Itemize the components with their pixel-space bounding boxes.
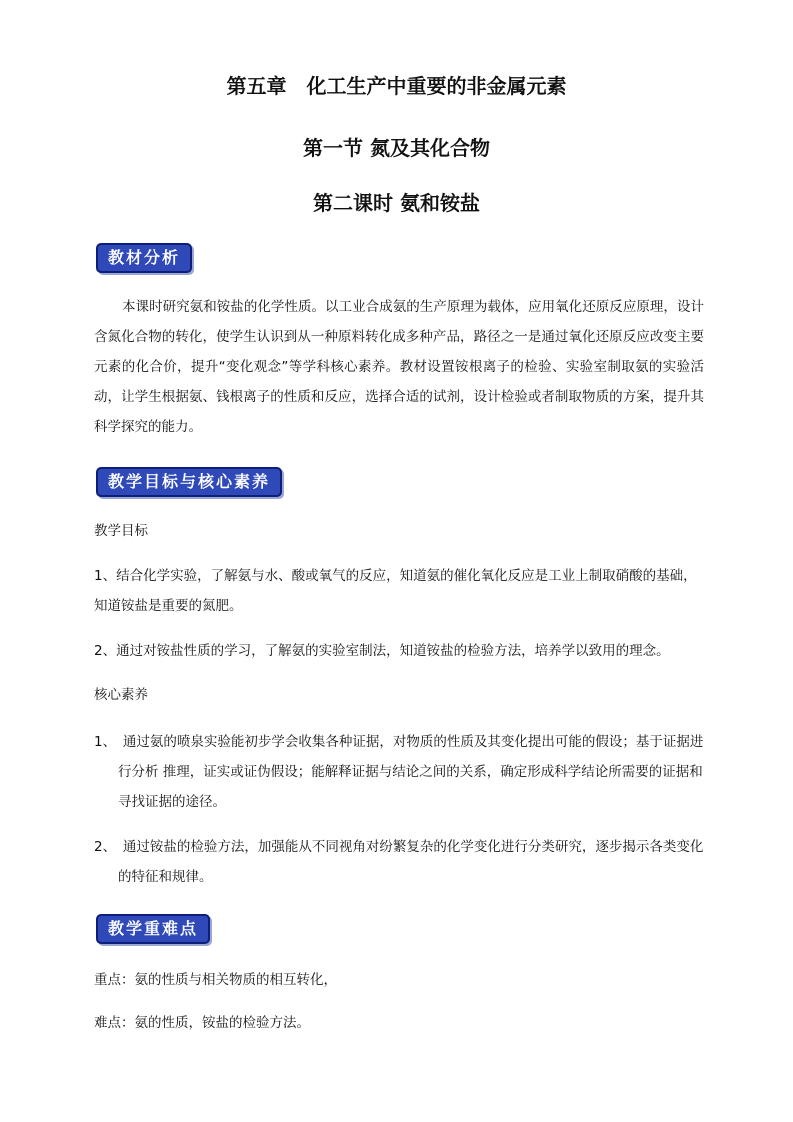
analysis-badge: 教材分析 xyxy=(96,243,192,273)
teaching-goal-item-2: 2、通过对铵盐性质的学习，了解氨的实验室制法，知道铵盐的检验方法，培养学以致用的理念。 xyxy=(94,643,670,659)
section-title: 第一节 氮及其化合物 xyxy=(303,136,490,160)
teaching-goal-item-1: 1、结合化学实验，了解氨与水、酸或氧气的反应，知道氨的催化氧化反应是工业上制取硝酸的基础，知道铵盐是重要的氮肥。 xyxy=(94,568,697,614)
difficulties-badge: 教学重难点 xyxy=(96,914,210,944)
analysis-paragraph: 本课时研究氨和铵盐的化学性质。以工业合成氨的生产原理为载体，应用氧化还原反应原理，设计含氮化合物的转化，使学生认识到从一种原料转化成多种产品，路径之一是通过氧化还原反应改变主要元素的化合价，提升“变化观念”等学科核心素养。教材设置铵根离子的检验、实验室制取氨的实验活动，让学生根据氨、钱根离子的性质和反应，选择合适的试剂，设计检验或者制取物质的方案，提升其科学探究的能力。 xyxy=(94,299,704,435)
goals-badge: 教学目标与核心素养 xyxy=(96,467,282,497)
difficult-point: 难点：氨的性质，铵盐的检验方法。 xyxy=(94,1015,310,1031)
core-literacy-item-2: 2、 通过铵盐的检验方法，加强能从不同视角对纷繁复杂的化学变化进行分类研究，逐步揭示各类变化的特征和规律。 xyxy=(94,839,704,885)
core-literacy-item-1: 1、 通过氨的喷泉实验能初步学会收集各种证据，对物质的性质及其变化提出可能的假设；基于证据进行分析 推理，证实或证伪假设；能解释证据与结论之间的关系，确定形成科学结论所需要的证据和寻找证据的途径。 xyxy=(94,734,704,810)
chapter-title: 第五章 化工生产中重要的非金属元素 xyxy=(226,74,567,98)
lesson-title: 第二课时 氨和铵盐 xyxy=(313,191,480,215)
teaching-goals-label: 教学目标 xyxy=(94,523,148,539)
key-point: 重点：氨的性质与相关物质的相互转化， xyxy=(94,972,337,988)
core-literacy-label: 核心素养 xyxy=(94,687,148,703)
